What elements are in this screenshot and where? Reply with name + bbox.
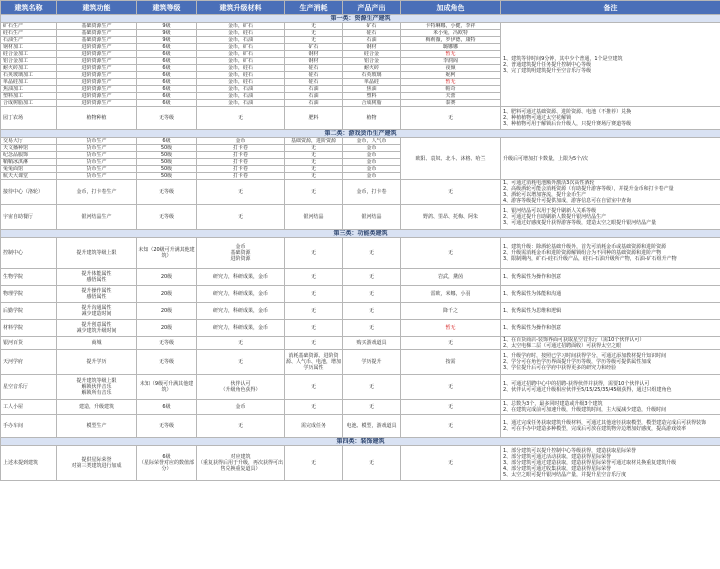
consumption: 石油 (285, 86, 343, 93)
upgrade-material: 无 (197, 415, 285, 438)
bonus-role: 梅莉薇，罗伊德，康特 (401, 37, 501, 44)
building-name: 宇宙自助餐厅 (1, 205, 57, 230)
building-name: 兔兔面馆 (1, 166, 57, 173)
bonus-role: 无 (401, 415, 501, 438)
output: 无 (343, 400, 401, 415)
output: 塑料 (343, 93, 401, 100)
upgrade-material: 研究力，科研成果，金币 (197, 269, 285, 286)
consumption: 无 (285, 173, 343, 180)
upgrade-material: 打卡卷 (197, 159, 285, 166)
table-row (1, 138, 720, 145)
output: 单晶硅 (343, 79, 401, 86)
consumption: 无 (285, 37, 343, 44)
building-function: 金币，打卡卷生产 (57, 180, 137, 205)
output: 合成树脂 (343, 100, 401, 107)
consumption: 无 (285, 30, 343, 37)
upgrade-material: 对应建筑 （重复获得后用于升级，再次获得可出售兑换重复道具） (197, 446, 285, 481)
building-function: 提升体能属性 感悟属性 (57, 269, 137, 286)
building-level: 无等级 (137, 415, 197, 438)
note: 1、在百货商店-装饰界面可获取星空音乐厅（需10个伙伴认可） 2、太空电梯二层（可通过招聘面收）可获得太空之眼 (501, 337, 720, 350)
building-function: 银河结晶生产 (57, 205, 137, 230)
note: 1、可通过招聘中心中的招聘-获得伙伴并获得，需要10个伙伴认可 2、伙伴认可可通过升级相应伙伴至5/15/25/35/45级获得，通过只组建角色 (501, 375, 720, 400)
building-function: 提升操作属性 感悟属性 (57, 286, 137, 303)
output: 石英玻璃 (343, 72, 401, 79)
building-function: 提升建筑等级上限 解锁伙伴音乐 解锁所有音乐 (57, 375, 137, 400)
building-name: 航天大课堂 (1, 173, 57, 180)
building-level: 未知（9级可升满其他建筑） (137, 375, 197, 400)
table-row (1, 205, 720, 230)
consumption: 基础资源，进阶资源 (285, 138, 343, 145)
building-level: 6级 (137, 400, 197, 415)
building-name: 上述未提到建筑 (1, 446, 57, 481)
building-function: 基础资源生产 (57, 30, 137, 37)
upgrade-material: 金币，石油 (197, 37, 285, 44)
bonus-role: 李润阁 (401, 58, 501, 65)
building-name: 塑料加工 (1, 93, 57, 100)
building-function: 进阶资源生产 (57, 58, 137, 65)
upgrade-material: 研究力，科研成果，金币 (197, 303, 285, 320)
section-title: 第三类：功能类建筑 (1, 230, 720, 238)
building-function: 进阶资源生产 (57, 65, 137, 72)
bonus-role: 暂无 (401, 51, 501, 58)
consumption: 无 (285, 145, 343, 152)
table-row (1, 23, 720, 30)
table-row (1, 303, 720, 320)
building-name: 矿石生产 (1, 23, 57, 30)
building-function: 进阶资源生产 (57, 79, 137, 86)
bonus-role: 雷欧，米娜，小羽 (401, 286, 501, 303)
note: 1、优秀属性为思维和逻辑 (501, 303, 720, 320)
column-header: 建筑等级 (137, 1, 197, 15)
section-title: 第四类：装饰建筑 (1, 438, 720, 446)
building-function: 货币生产 (57, 173, 137, 180)
upgrade-material: 无 (197, 205, 285, 230)
building-function: 提升沟通属性 减少建造时间 (57, 303, 137, 320)
building-level: 6级 (137, 86, 197, 93)
bonus-role: 无 (401, 180, 501, 205)
note: 1、可通过消耗电池额外激活3次高性酒轮 2、高级酒轮可能会消耗资源（有助提升游客等级），并提升金币和打卡卷产量 3、酒轮可以增加客流，提升金币生产 4、游客等级提升可提供加成，游客信息可在自留室中查询 (501, 180, 720, 205)
output: 无 (343, 269, 401, 286)
building-function: 植物种植 (57, 107, 137, 130)
bonus-role: 妮柯 (401, 72, 501, 79)
consumption: 需完成任务 (285, 415, 343, 438)
column-header: 建筑升级材料 (197, 1, 285, 15)
building-level: 20级 (137, 320, 197, 337)
upgrade-material: 金币，矿石 (197, 44, 285, 51)
building-level: 6级 (137, 138, 197, 145)
upgrade-material: 金币，硅石 (197, 72, 285, 79)
consumption: 无 (285, 180, 343, 205)
table-row (1, 415, 720, 438)
output: 矿石 (343, 23, 401, 30)
upgrade-material: 金币，石油 (197, 100, 285, 107)
building-name: 硅石生产 (1, 30, 57, 37)
upgrade-material: 无 (197, 107, 285, 130)
building-name: 铝合金加工 (1, 58, 57, 65)
output: 金币 (343, 166, 401, 173)
consumption: 无 (285, 23, 343, 30)
consumption: 无 (285, 286, 343, 303)
column-header: 备注 (501, 1, 720, 15)
building-level: 9级 (137, 37, 197, 44)
consumption: 钢材 (285, 51, 343, 58)
output: 电池、模型，游戏道具 (343, 415, 401, 438)
building-name: 手办车间 (1, 415, 57, 438)
output: 银河结晶 (343, 205, 401, 230)
bonus-role: 降千之 (401, 303, 501, 320)
building-name: 物理学院 (1, 286, 57, 303)
upgrade-material: 伙伴认可 （升级角色获得） (197, 375, 285, 400)
section-row (1, 438, 720, 446)
note: 1、通过完成任务获取建筑升级材料，可通过其他途径获取模型，模型建造完成后可获得装饰 2、可在手办中建造多种模型，完成后可放在建筑物旁边增加好感度，提高游戏效率 (501, 415, 720, 438)
building-name: 后勤学院 (1, 303, 57, 320)
upgrade-material: 打卡卷 (197, 173, 285, 180)
bonus-role: 无 (401, 446, 501, 481)
table-row (1, 269, 720, 286)
building-level: 6级 (137, 44, 197, 51)
consumption: 银河结晶 (285, 205, 343, 230)
building-level: 6级 （星际荣誉对应的数值部分） (137, 446, 197, 481)
output: 石油 (343, 37, 401, 44)
consumption: 无 (285, 159, 343, 166)
upgrade-material: 研究力，科研成果，金币 (197, 286, 285, 303)
building-level: 6级 (137, 58, 197, 65)
building-name: 交易大厅 (1, 138, 57, 145)
building-function: 进阶资源生产 (57, 51, 137, 58)
building-level: 9级 (137, 23, 197, 30)
upgrade-material: 金币，石油 (197, 93, 285, 100)
table-body (1, 15, 720, 481)
building-function: 基础资源生产 (57, 23, 137, 30)
bonus-role: 无 (401, 375, 501, 400)
upgrade-material: 金币，矿石 (197, 58, 285, 65)
column-header: 加成角色 (401, 1, 501, 15)
building-level: 无等级 (137, 337, 197, 350)
table-row (1, 337, 720, 350)
consumption: 无 (285, 446, 343, 481)
output: 无 (343, 446, 401, 481)
output: 硅石 (343, 30, 401, 37)
bonus-role: 野鸽、里昂、托梅、阿朱 (401, 205, 501, 230)
building-function: 建造，升级建筑 (57, 400, 137, 415)
building-level: 6级 (137, 51, 197, 58)
building-level: 无等级 (137, 180, 197, 205)
building-function: 基础资源生产 (57, 37, 137, 44)
upgrade-material: 金币，硅石 (197, 65, 285, 72)
building-function: 货币生产 (57, 159, 137, 166)
bonus-role: 暂无 (401, 79, 501, 86)
output: 无 (343, 320, 401, 337)
bonus-role: 无 (401, 337, 501, 350)
building-function: 提升学历 (57, 350, 137, 375)
consumption: 硅石 (285, 79, 343, 86)
building-level: 50级 (137, 145, 197, 152)
bonus-role: 米小兔，冯欧特 (401, 30, 501, 37)
upgrade-material: 金币，石油 (197, 86, 285, 93)
building-name: 石英玻璃加工 (1, 72, 57, 79)
table-row (1, 400, 720, 415)
consumption: 无 (285, 166, 343, 173)
building-level: 无等级 (137, 350, 197, 375)
column-header: 生产消耗 (285, 1, 343, 15)
table-row (1, 375, 720, 400)
output: 铝合金 (343, 58, 401, 65)
building-name: 星空音乐厅 (1, 375, 57, 400)
table-row (1, 107, 720, 130)
building-level: 6级 (137, 93, 197, 100)
consumption: 无 (285, 152, 343, 159)
building-name: 工人小屋 (1, 400, 57, 415)
bonus-role: 卡特琳娜，小健，李祥 (401, 23, 501, 30)
building-level: 50级 (137, 166, 197, 173)
bonus-role: 无 (401, 107, 501, 130)
building-name: 天文播种馆 (1, 145, 57, 152)
building-function: 提升创意属性 减少建筑升级时间 (57, 320, 137, 337)
note: 1、优秀属性为操作和创意 (501, 320, 720, 337)
building-function: 进阶资源生产 (57, 86, 137, 93)
upgrade-material: 金币，矿石 (197, 23, 285, 30)
section-row (1, 15, 720, 23)
note: 1、建筑升级：除酒轮基础升级外，首先可消耗金币或基础资源和进阶资源 2、升级需消耗金币和进阶资源解锁组合为不同种的基础资源和进阶产物 3、限制期内，矿石-硅石升级产品，硅石-石油升级所产物，石油-矿石组升产物 (501, 238, 720, 269)
output: 购买游戏道具 (343, 337, 401, 350)
building-level: 无等级 (137, 107, 197, 130)
building-name: 园丁农场 (1, 107, 57, 130)
consumption: 肥料 (285, 107, 343, 130)
consumption: 石油 (285, 100, 343, 107)
header-row (1, 1, 720, 15)
consumption: 无 (285, 320, 343, 337)
building-name: 硅合金加工 (1, 51, 57, 58)
bonus-role: 帕奇 (401, 86, 501, 93)
section-row (1, 130, 720, 138)
bonus-role: 无 (401, 238, 501, 269)
bonus-role: 璐娜娜 (401, 44, 501, 51)
bonus-role: 无 (401, 400, 501, 415)
consumption: 无 (285, 303, 343, 320)
building-name: 纪念品服饰 (1, 152, 57, 159)
note: 1、升级学府时，按照已学习时间获得学分，可通过添加教材提升知识时间 2、学分可在角色学历界面提升学历等级，学历等级可提供属性加成 3、学位提升后可在学府中获得更多的研究力和经验 (501, 350, 720, 375)
output: 钢材 (343, 44, 401, 51)
upgrade-material: 无 (197, 350, 285, 375)
table-row (1, 446, 720, 481)
building-name: 材料学院 (1, 320, 57, 337)
consumption: 无 (285, 337, 343, 350)
building-level: 6级 (137, 79, 197, 86)
note: 1、建筑等待时间9分钟，其中少个普通，1个是空建筑 2、普通建筑提升任务提升控制中心等级 3、完了建筑明建筑提升至空音乐厅等级 (501, 23, 720, 107)
note: 1、肥料可通过基础资源、进阶资源、电池（不推荐）兑换 2、种植植物可通过太空花解锁 3、种植物可用于解锁后台升级人，只提升赛场厅赛道等级 (501, 107, 720, 130)
note: 升级后可增加打卡数量，上限为5个/次 (501, 138, 720, 180)
building-level: 20级 (137, 303, 197, 320)
output: 无 (343, 286, 401, 303)
column-header: 建筑名称 (1, 1, 57, 15)
building-name: 控制中心 (1, 238, 57, 269)
section-row (1, 230, 720, 238)
column-header: 建筑功能 (57, 1, 137, 15)
consumption: 无 (285, 375, 343, 400)
building-name: 焦油加工 (1, 86, 57, 93)
building-name: 合成树脂加工 (1, 100, 57, 107)
output: 金币，人气币 (343, 138, 401, 145)
table-row (1, 350, 720, 375)
bonus-role: 暂无 (401, 320, 501, 337)
note: 1、优秀属性为操作和创意 (501, 269, 720, 286)
building-function: 提升建筑等级上限 (57, 238, 137, 269)
output: 耐火砖 (343, 65, 401, 72)
output: 硅合金 (343, 51, 401, 58)
building-level: 50级 (137, 159, 197, 166)
consumption: 硅石 (285, 72, 343, 79)
upgrade-material: 打卡卷 (197, 145, 285, 152)
upgrade-material: 打卡卷 (197, 152, 285, 159)
building-level: 6级 (137, 65, 197, 72)
building-name: 银河百货 (1, 337, 57, 350)
note: 1、总数为3个，最多同时建造或升级3个建筑 2、在建筑完成前可加速升级，升级建筑时间，主大厦减少建造，升级时间 (501, 400, 720, 415)
upgrade-material: 金币 基础资源 进阶资源 (197, 238, 285, 269)
building-level: 20级 (137, 286, 197, 303)
upgrade-material: 打卡卷 (197, 166, 285, 173)
consumption: 硅石 (285, 65, 343, 72)
output: 学历提升 (343, 350, 401, 375)
upgrade-material: 研究力，科研成果，金币 (197, 320, 285, 337)
building-level: 50级 (137, 173, 197, 180)
output: 无 (343, 238, 401, 269)
building-function: 进阶资源生产 (57, 100, 137, 107)
output: 金币 (343, 173, 401, 180)
output: 金币 (343, 159, 401, 166)
output: 金币 (343, 145, 401, 152)
bonus-role: 泰赛 (401, 100, 501, 107)
building-function: 货币生产 (57, 166, 137, 173)
section-title: 第一类：资源生产建筑 (1, 15, 720, 23)
building-function: 货币生产 (57, 145, 137, 152)
consumption: 无 (285, 238, 343, 269)
building-function: 进阶资源生产 (57, 93, 137, 100)
output: 无 (343, 375, 401, 400)
upgrade-material: 无 (197, 337, 285, 350)
output: 金币 (343, 152, 401, 159)
output: 金币，打卡卷 (343, 180, 401, 205)
section-title: 第二类：游戏货币生产建筑 (1, 130, 720, 138)
consumption: 石油 (285, 93, 343, 100)
bonus-role: 夜倾 (401, 65, 501, 72)
building-name: 生物学院 (1, 269, 57, 286)
building-level: 20级 (137, 269, 197, 286)
building-name: 耐火砖加工 (1, 65, 57, 72)
table-row (1, 286, 720, 303)
building-level: 6级 (137, 100, 197, 107)
upgrade-material: 金币，硅石 (197, 30, 285, 37)
building-function: 进阶资源生产 (57, 72, 137, 79)
upgrade-material: 金币，硅石 (197, 79, 285, 86)
building-function: 货币生产 (57, 152, 137, 159)
bonus-role: 按需 (401, 350, 501, 375)
building-function: 提供星际荣誉 对第三类建筑进行加成 (57, 446, 137, 481)
upgrade-material: 金币，矿石 (197, 51, 285, 58)
building-name: 单晶硅加工 (1, 79, 57, 86)
building-level: 6级 (137, 72, 197, 79)
consumption: 矿石 (285, 44, 343, 51)
table-row (1, 180, 720, 205)
table-row (1, 238, 720, 269)
bonus-role: 夫蕾 (401, 93, 501, 100)
output: 焦油 (343, 86, 401, 93)
building-function: 货币生产 (57, 138, 137, 145)
building-level: 9级 (137, 30, 197, 37)
note: 1、优秀属性为体能和沟通 (501, 286, 720, 303)
consumption: 消耗基础资源、进阶资源、人气币、电池，增加学历属性 (285, 350, 343, 375)
building-name: 接待中心（洛轮） (1, 180, 57, 205)
building-name: 天河学府 (1, 350, 57, 375)
bonus-role: 岩武，黛茵 (401, 269, 501, 286)
table-row (1, 320, 720, 337)
building-name: 石油生产 (1, 37, 57, 44)
consumption: 无 (285, 269, 343, 286)
consumption: 钢材 (285, 58, 343, 65)
output: 植物 (343, 107, 401, 130)
consumption: 无 (285, 400, 343, 415)
building-name: 钢材加工 (1, 44, 57, 51)
upgrade-material: 无 (197, 180, 285, 205)
building-function: 商城 (57, 337, 137, 350)
upgrade-material: 金币 (197, 138, 285, 145)
upgrade-material: 金币 (197, 400, 285, 415)
building-level: 无等级 (137, 205, 197, 230)
note: 1、部分建筑可以提升控制中心等级获得，建造获取星际荣誉 2、部分建筑可通过活动获取，建造获得星际荣誉 3、部分建筑可通过建造获取，建造获得星际荣誉可通过取材兑换重复建筑升级 4、部分建筑可通过收集获取，建造获得星际荣誉 5、太空之眼可提升银河结晶产量，并提升星空音乐厅度 (501, 446, 720, 481)
output: 无 (343, 303, 401, 320)
building-level: 未知（20级可升满其他建筑） (137, 238, 197, 269)
building-name: 鞘鞘冰淇淋 (1, 159, 57, 166)
note: 1、银河结晶可以用于提升刷新人关系等级 2、可通过提升自助刷新人数提升银河结晶生产 3、可通过好感度提升获得游客等级，建造太空之眼提升银河结晶产量 (501, 205, 720, 230)
building-level: 50级 (137, 152, 197, 159)
column-header: 产品产出 (343, 1, 401, 15)
bonus-role: 欧阳、袁奴、北斗、沐格、哈兰 (401, 138, 501, 180)
building-function: 进阶资源生产 (57, 44, 137, 51)
building-function: 模型生产 (57, 415, 137, 438)
